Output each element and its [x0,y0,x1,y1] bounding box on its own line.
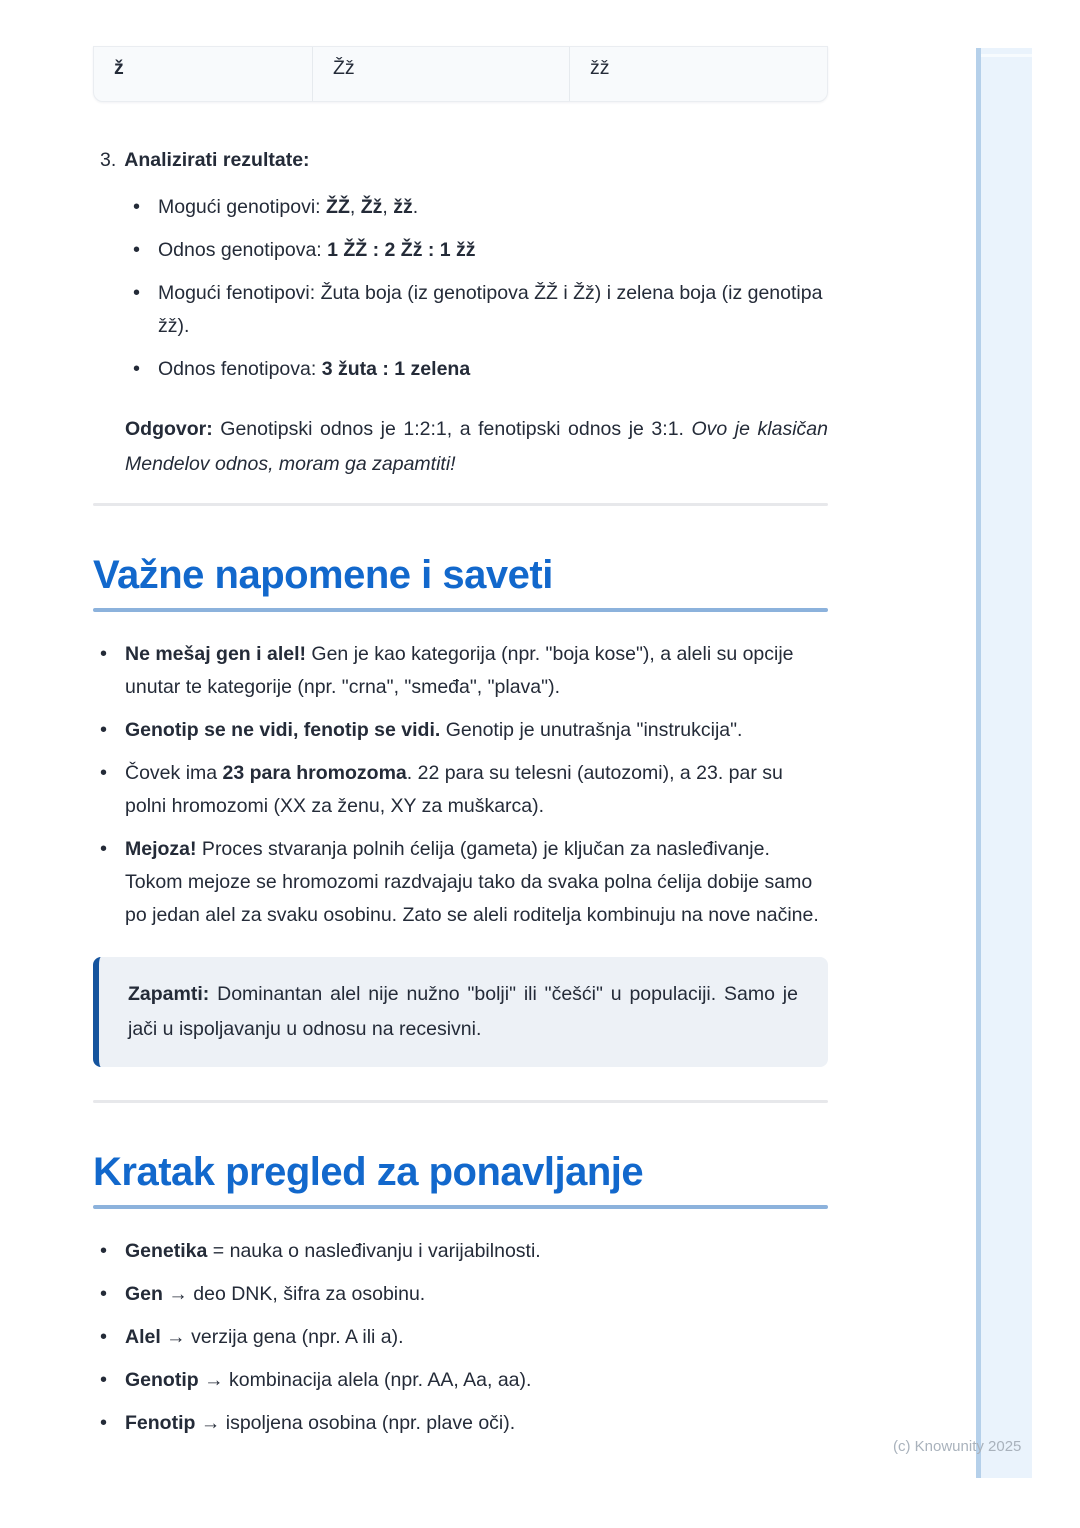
section-divider [93,503,828,506]
table-cell: Žž [312,47,569,101]
callout-text: Zapamti: Dominantan alel nije nužno "bolji" ili "češći" u populaciji. Samo je jači u ispoljavanju u odnosu na recesivni. [128,983,798,1040]
punnett-table-row [93,46,828,102]
section-divider [93,1100,828,1103]
list-item: • Čovek ima 23 para hromozoma. 22 para su telesni (autozomi), a 23. par su polni hromozomi (XX za ženu, XY za muškarca). [93,757,828,823]
callout-zapamti [93,957,828,1067]
answer-paragraph: Odgovor: Genotipski odnos je 1:2:1, a fenotipski odnos je 3:1. Ovo je klasičan Mendelov odnos, moram ga zapamtiti! [125,418,828,475]
step-3-list [127,191,828,386]
notes-list [93,638,828,932]
list-item: • Mejoza! Proces stvaranja polnih ćelija (gameta) je ključan za nasleđivanje. Tokom mejoze se hromozomi razdvajaju tako da svaka polna ćelija dobije samo po jedan alel za svaku osobinu. Zato se aleli roditelja kombinuju na nove načine. [93,833,828,932]
list-item: • Ne mešaj gen i alel! Gen je kao kategorija (npr. "boja kose"), a aleli su opcije unutar te kategorije (npr. "crna", "smeđa", "plava"). [93,638,828,704]
list-item: • Alel → verzija gena (npr. A ili a). [93,1321,828,1354]
step-number: 3. [100,149,117,171]
copyright-watermark: (c) Knowunity 2025 [893,1438,1022,1455]
section-heading-review: Kratak pregled za ponavljanje [93,1150,644,1194]
table-cell: žž [569,47,827,101]
page-preview-notch [981,54,1032,57]
step-3-block [93,144,828,482]
page-preview-stripe [976,48,1032,1478]
list-item: • Genetika = nauka o nasleđivanju i varijabilnosti. [93,1235,828,1268]
list-item: • Genotip → kombinacija alela (npr. AA, Aa, aa). [93,1364,828,1397]
list-item: • Genotip se ne vidi, fenotip se vidi. Genotip je unutrašnja "instrukcija". [93,714,828,747]
list-item: • Odnos fenotipova: 3 žuta : 1 zelena [127,353,828,386]
document-page [93,0,828,1450]
list-item: • Mogući genotipovi: ŽŽ, Žž, žž. [127,191,828,224]
list-item: • Gen → deo DNK, šifra za osobinu. [93,1278,828,1311]
table-cell-header: ž [114,57,124,79]
list-item: • Mogući fenotipovi: Žuta boja (iz genotipova ŽŽ i Žž) i zelena boja (iz genotipa žž). [127,277,828,343]
heading-underline [93,1205,828,1209]
section-heading-notes: Važne napomene i saveti [93,553,553,597]
heading-underline [93,608,828,612]
review-list [93,1235,828,1440]
step-3-heading [100,144,828,177]
step-title: Analizirati rezultate: [124,149,310,171]
list-item: • Fenotip → ispoljena osobina (npr. plave oči). [93,1407,828,1440]
list-item: • Odnos genotipova: 1 ŽŽ : 2 Žž : 1 žž [127,234,828,267]
